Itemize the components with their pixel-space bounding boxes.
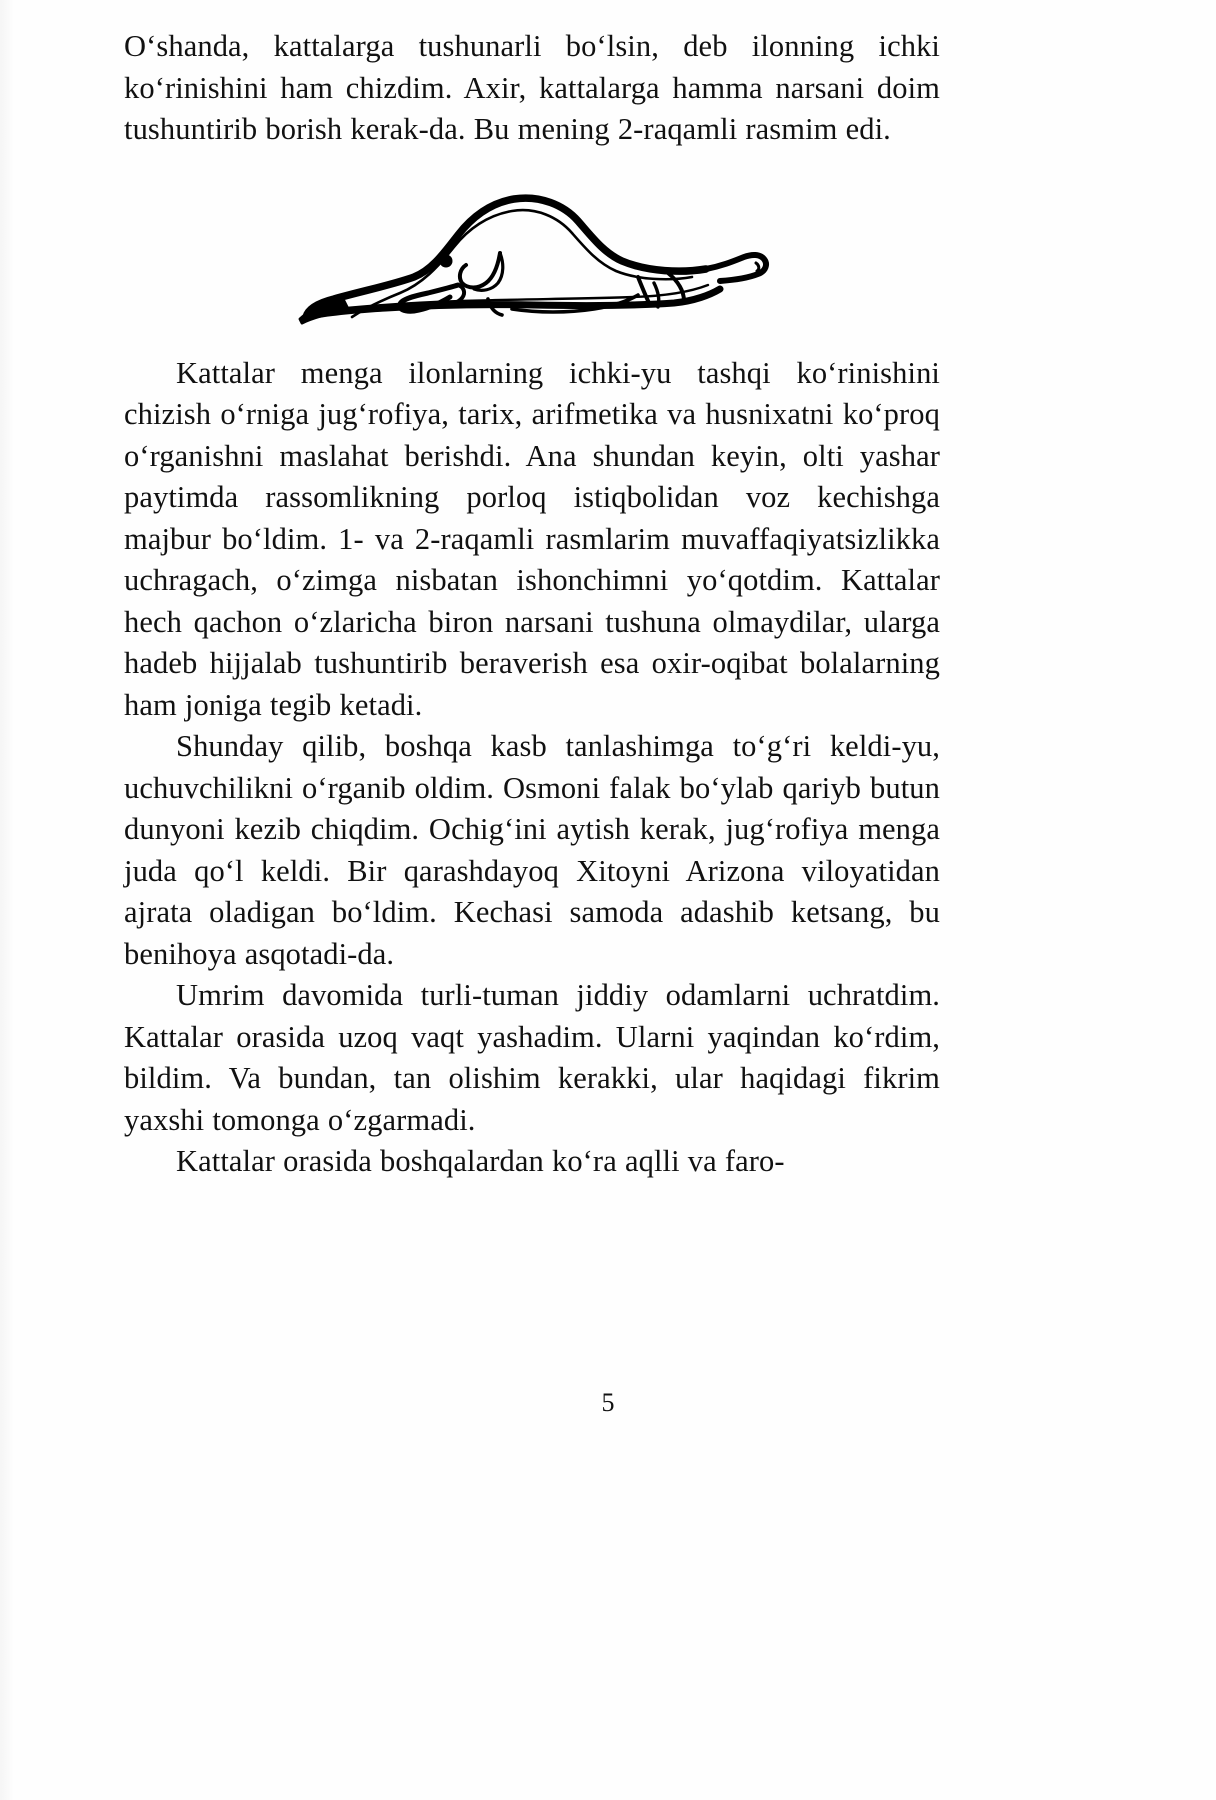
paragraph-4: Umrim davomida turli-tuman jiddiy odamlarni uchratdim. Kattalar orasida uzoq vaqt yashadim. Ularni yaqindan ko‘rdim, bildim. Va bundan, tan olishim kerakki, ular haqidagi fikrim yaxshi tomonga o‘zgarmadi.	[124, 978, 940, 1137]
paragraph-2: Kattalar menga ilonlarning ichki-yu tashqi ko‘rinishini chizish o‘rniga jug‘rofiya, tarix, arifmetika va husnixatni ko‘proq o‘rganishni maslahat berishdi. Ana shundan keyin, olti yashar paytimda rassomlikning porloq istiqbolidan voz kechishga majbur bo‘ldim. 1- va 2-raqamli rasmlarim muvaffaqiyatsizlikka uchragach, o‘zimga nisbatan ishonchimni yo‘qotdim. Kattalar hech qachon o‘zlaricha biron narsani tushuna olmaydilar, ularga hadeb hijjalab tushuntirib beraverish esa oxir-oqibat bolalarning ham joniga tegib ketadi.	[124, 355, 940, 722]
illustration-figure	[124, 177, 940, 327]
paragraph-3: Shunday qilib, boshqa kasb tanlashimga to‘g‘ri keldi-yu, uchuvchilikni o‘rganib oldim. Osmoni falak bo‘ylab qariyb butun dunyoni kezib chiqdim. Ochig‘ini aytish kerak, jug‘rofiya menga juda qo‘l keldi. Bir qarashdayoq Xitoyni Arizona viloyatidan ajrata oladigan bo‘ldim. Kechasi samoda adashib ketsang, bu benihoya asqotadi-da.	[124, 729, 940, 971]
boa-constrictor-digesting-elephant-illustration	[282, 177, 782, 327]
paragraph-5: Kattalar orasida boshqalardan ko‘ra aqlli va faro-	[176, 1144, 785, 1178]
paragraph-1: O‘shanda, kattalarga tushunarli bo‘lsin, deb ilonning ichki ko‘rinishini ham chizdim. Axir, kattalarga hamma narsani doim tushuntirib borish kerak-da. Bu mening 2-raqamli rasmim edi.	[124, 29, 940, 146]
scan-edge-shading	[0, 0, 14, 1800]
text-column	[124, 26, 940, 1183]
page-number: 5	[601, 1388, 615, 1417]
